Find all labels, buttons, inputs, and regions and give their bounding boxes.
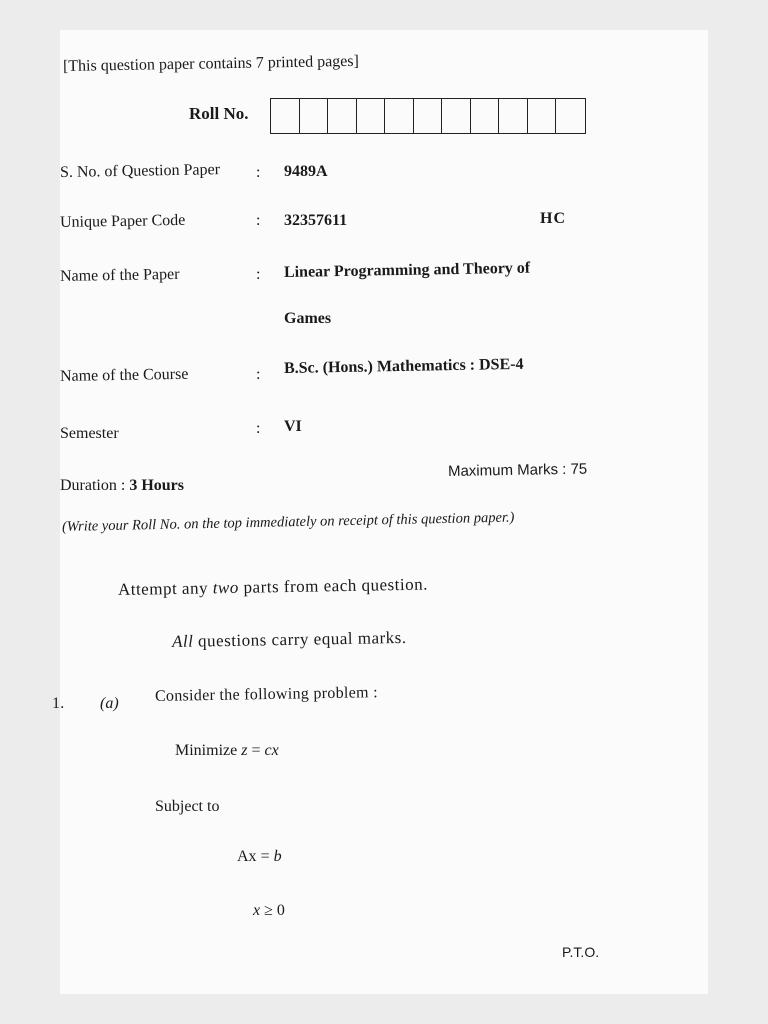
- math-variable: x: [253, 902, 261, 919]
- math-value: 0: [276, 902, 285, 919]
- info-colon: :: [256, 366, 261, 383]
- constraint-equality: [237, 848, 282, 866]
- info-colon: :: [256, 420, 261, 437]
- info-label-serial-no: S. No. of Question Paper: [59, 161, 221, 181]
- maximum-marks: Maximum Marks : 75: [447, 460, 588, 480]
- roll-number-box: [357, 99, 386, 133]
- question-part-label: (a): [100, 695, 119, 712]
- info-label-unique-paper-code: Unique Paper Code: [59, 211, 186, 231]
- instruction-emphasis: two: [212, 577, 239, 598]
- info-label-course-name: Name of the Course: [59, 365, 189, 385]
- question-text: Consider the following problem :: [154, 684, 379, 705]
- info-label-semester: Semester: [60, 425, 119, 442]
- instruction-text: questions carry equal marks.: [193, 627, 407, 651]
- info-value-course-name: B.Sc. (Hons.) Mathematics : DSE-4: [283, 355, 524, 377]
- roll-number-boxes: [270, 98, 586, 134]
- roll-number-box: [556, 99, 585, 133]
- math-variable: z: [241, 742, 248, 759]
- duration-value: 3 Hours: [129, 477, 184, 494]
- info-colon: :: [256, 164, 261, 181]
- math-operator: =: [256, 848, 274, 865]
- math-text: Minimize: [175, 742, 242, 759]
- instruction-emphasis: All: [171, 631, 194, 651]
- instruction-text: Attempt any: [117, 578, 213, 599]
- please-turn-over: P.T.O.: [562, 944, 600, 960]
- roll-number-box: [414, 99, 443, 133]
- roll-number-box: [442, 99, 471, 133]
- info-label-paper-name: Name of the Paper: [59, 265, 180, 285]
- subject-to-label: Subject to: [155, 798, 220, 815]
- info-value-semester: VI: [284, 418, 302, 435]
- math-expression: cx: [264, 742, 279, 759]
- info-value-paper-name-cont: Games: [284, 310, 332, 327]
- math-operator: =: [247, 742, 265, 759]
- roll-number-label: Roll No.: [189, 104, 249, 123]
- duration: [60, 477, 184, 495]
- math-expression: Ax: [237, 848, 257, 865]
- constraint-nonnegativity: [253, 902, 285, 920]
- instruction-equal-marks: [172, 628, 407, 652]
- roll-number-box: [499, 99, 528, 133]
- roll-number-box: [471, 99, 500, 133]
- roll-number-box: [328, 99, 357, 133]
- info-value-unique-paper-code: 32357611: [284, 212, 348, 229]
- printed-pages-note: [This question paper contains 7 printed pages]: [62, 52, 360, 75]
- roll-number-box: [528, 99, 557, 133]
- info-value-serial-no: 9489A: [284, 163, 328, 180]
- duration-label: Duration :: [60, 477, 130, 494]
- math-operator: ≥: [260, 902, 277, 919]
- math-variable: b: [273, 848, 282, 865]
- info-value-paper-name: Linear Programming and Theory of: [283, 259, 531, 281]
- roll-number-box: [271, 99, 300, 133]
- roll-number-box: [385, 99, 414, 133]
- objective-function: [175, 742, 279, 760]
- info-colon: :: [256, 212, 261, 229]
- paper-type-code: HC: [540, 210, 566, 227]
- question-number: 1.: [52, 695, 65, 712]
- instruction-text: parts from each question.: [238, 574, 429, 597]
- info-colon: :: [256, 266, 261, 283]
- roll-number-instruction: (Write your Roll No. on the top immediately on receipt of this question paper.): [61, 509, 515, 535]
- roll-number-box: [300, 99, 329, 133]
